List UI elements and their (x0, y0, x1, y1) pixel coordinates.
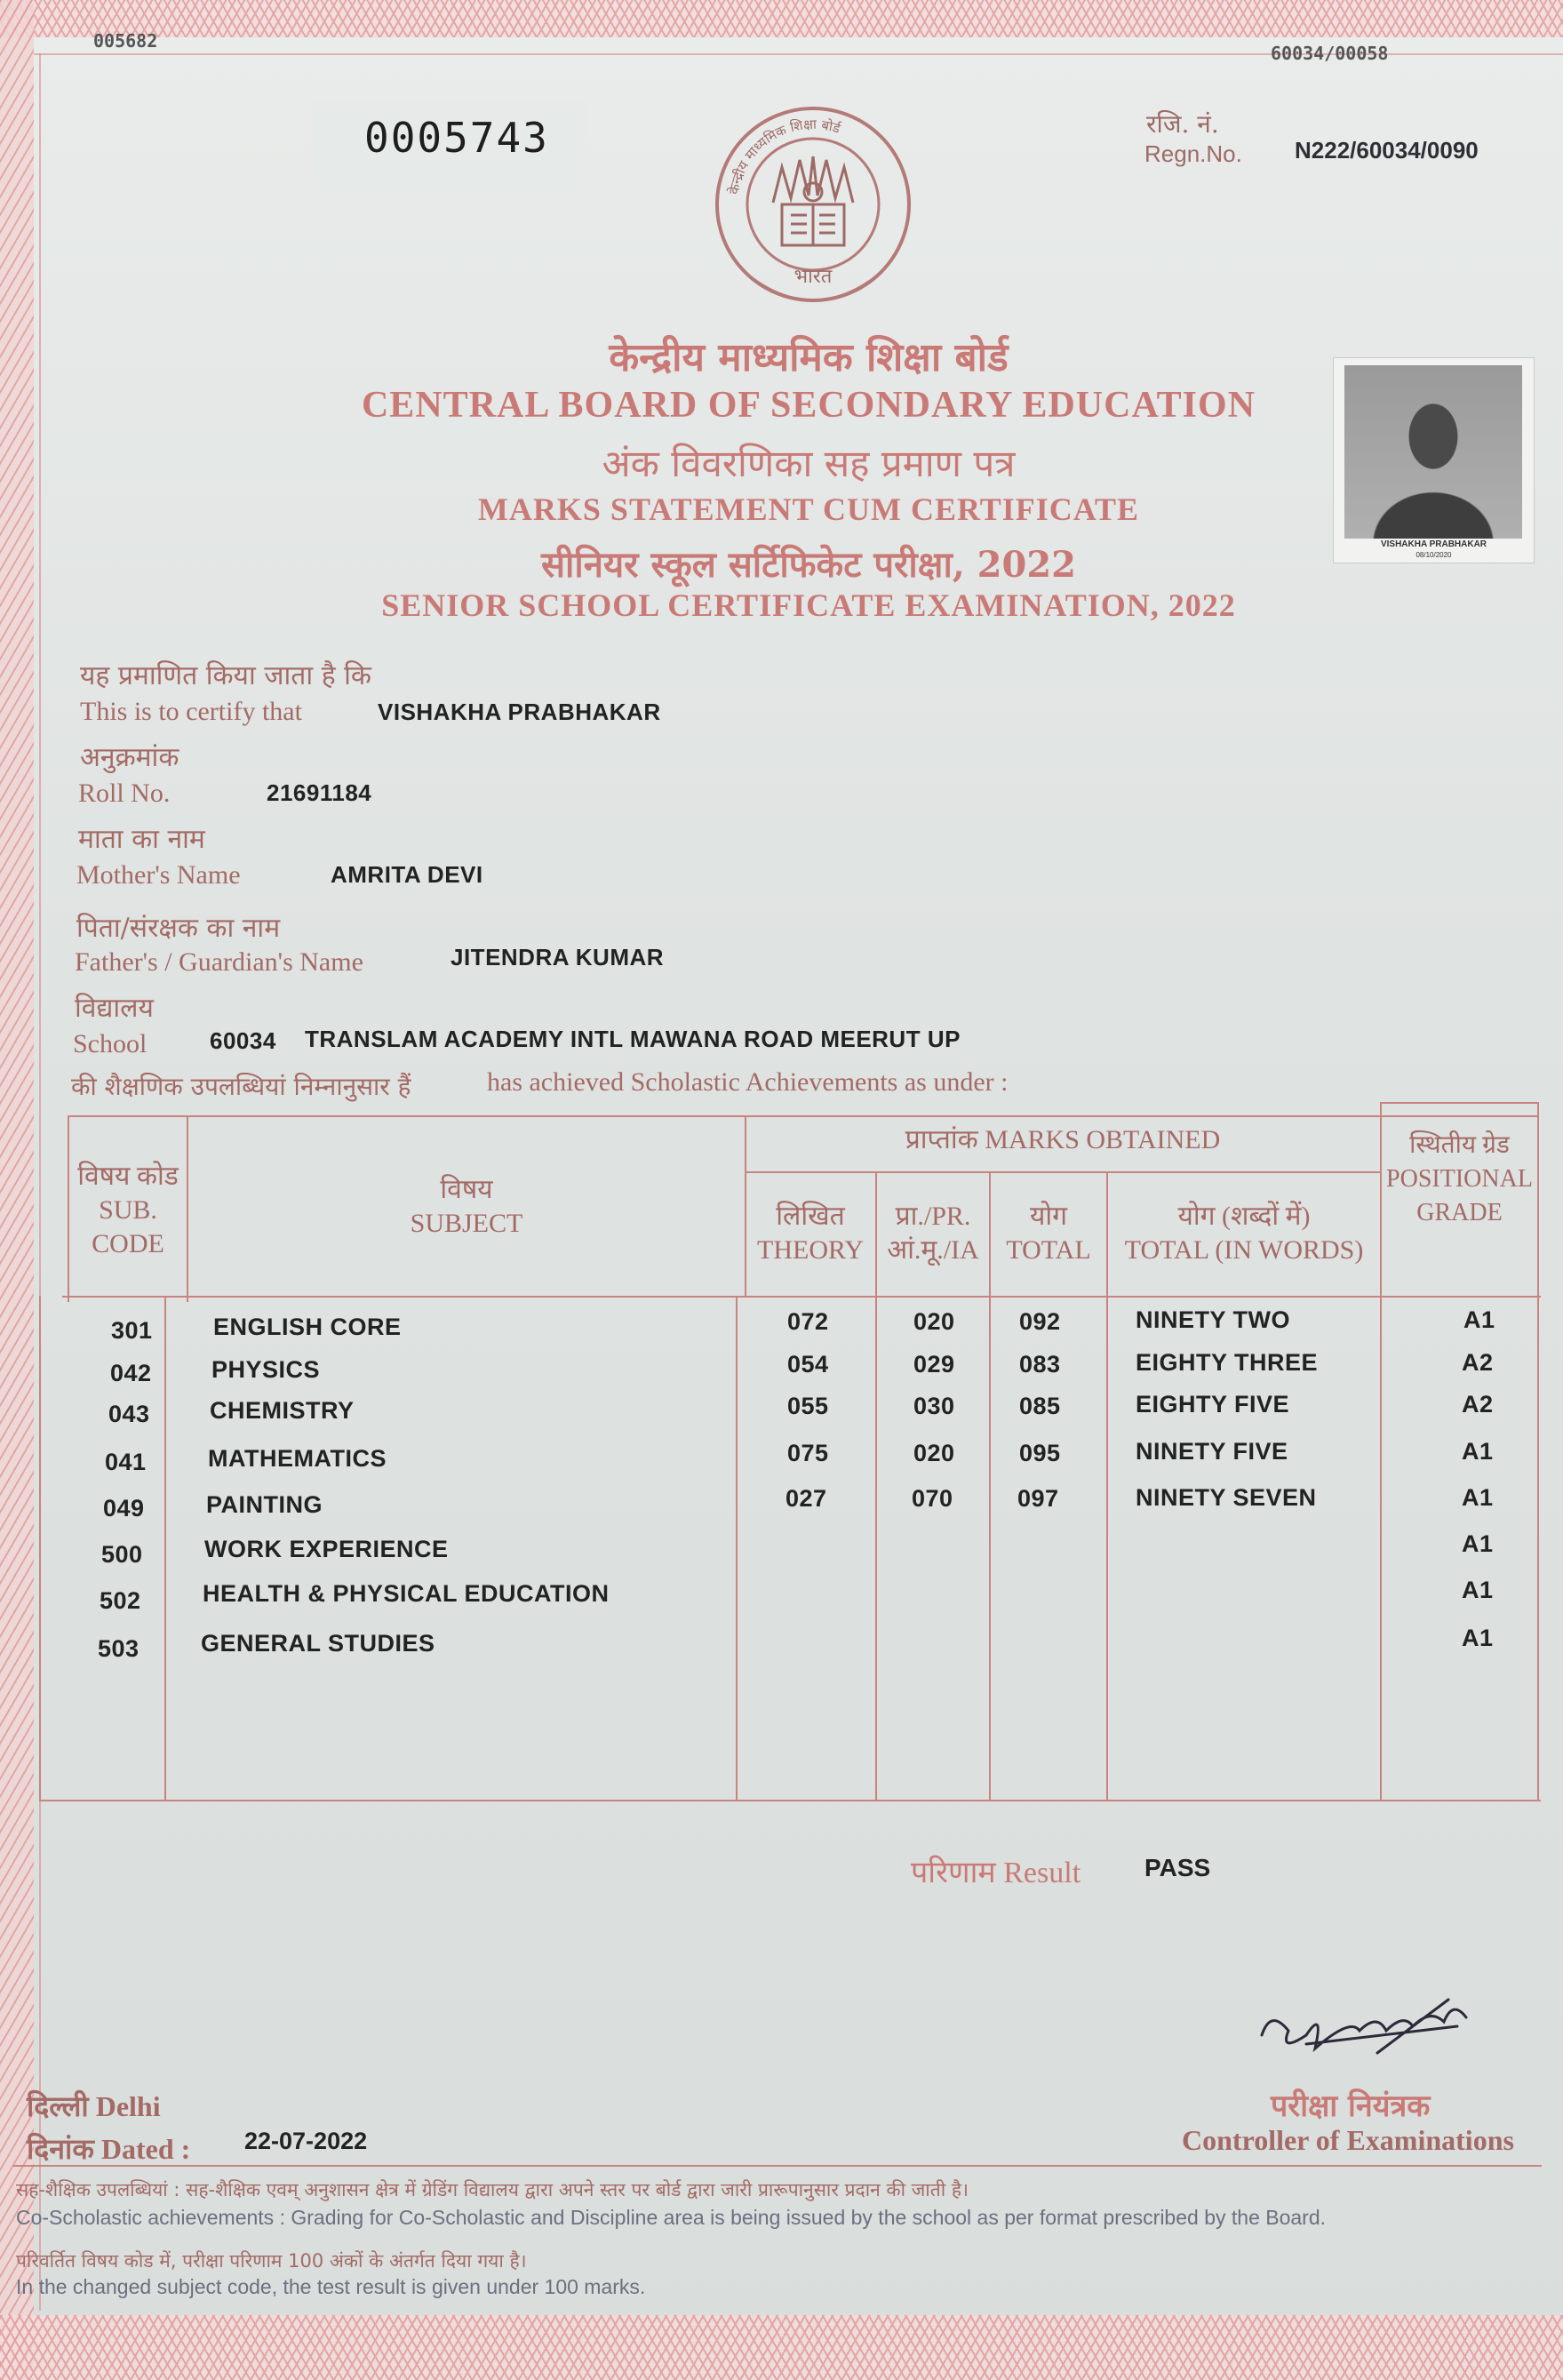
header-subject-hindi: विषय (440, 1175, 493, 1204)
certify-label: This is to certify that (80, 697, 302, 726)
row-words: EIGHTY THREE (1136, 1349, 1319, 1376)
place-english: Delhi (95, 2090, 161, 2122)
photo-image (1344, 365, 1522, 539)
school-label-hindi: विद्यालय (75, 993, 154, 1024)
footnote-changed-code-hindi: परिवर्तित विषय कोड में, परीक्षा परिणाम 100 अंकों के अंतर्गत दिया गया है। (16, 2250, 527, 2272)
row-pr: 029 (913, 1351, 955, 1378)
father-label: Father's / Guardian's Name (75, 947, 363, 977)
header-theory (746, 1200, 874, 1267)
dated-label-english: Dated : (100, 2133, 191, 2165)
table-border-left (68, 1115, 69, 1302)
row-total: 095 (1019, 1440, 1061, 1466)
student-photo (1333, 357, 1535, 563)
emblem-top-text: केन्द्रीय माध्यमिक शिक्षा बोर्ड (725, 116, 842, 196)
row-total: 083 (1019, 1351, 1061, 1378)
row-grade: A2 (1462, 1391, 1494, 1418)
board-name-hindi: केन्द्रीय माध्यमिक शिक्षा बोर्ड (609, 335, 1009, 380)
place-hindi: दिल्ली (27, 2090, 89, 2122)
header-total (991, 1200, 1106, 1267)
controller-title-hindi: परीक्षा नियंत्रक (1271, 2088, 1431, 2124)
row-subject: GENERAL STUDIES (201, 1630, 435, 1657)
header-pr-english: आं.मू./IA (887, 1235, 979, 1265)
row-theory: 075 (787, 1440, 829, 1466)
row-total: 085 (1019, 1393, 1061, 1419)
header-pr-hindi: प्रा./PR. (895, 1202, 971, 1231)
roll-label-hindi: अनुक्रमांक (80, 742, 179, 773)
header-grade (1382, 1129, 1537, 1230)
mother-label: Mother's Name (76, 860, 241, 890)
row-subject: CHEMISTRY (210, 1397, 355, 1424)
table-border-left-lower (39, 1296, 41, 1801)
header-code (71, 1160, 185, 1261)
document-title: MARKS STATEMENT CUM CERTIFICATE (477, 491, 1140, 527)
regn-number: N222/60034/0090 (1295, 137, 1479, 164)
row-grade: A1 (1462, 1577, 1494, 1603)
school-name: TRANSLAM ACADEMY INTL MAWANA ROAD MEERUT UP (305, 1026, 961, 1052)
table-header-bottom (62, 1296, 1541, 1298)
student-name: VISHAKHA PRABHAKAR (378, 699, 661, 725)
regn-label-hindi: रजि. नं. (1146, 109, 1219, 139)
exam-name-hindi: सीनियर स्कूल सर्टिफिकेट परीक्षा, 2022 (541, 544, 1076, 586)
table-col-code-lower (164, 1296, 166, 1801)
row-theory: 054 (787, 1351, 829, 1378)
row-words: NINETY SEVEN (1136, 1484, 1317, 1511)
row-code: 500 (101, 1541, 143, 1568)
table-marks-divider (745, 1171, 1380, 1173)
table-border-bottom (39, 1800, 1541, 1801)
result-label-hindi: परिणाम (911, 1857, 996, 1889)
document-title-hindi: अंक विवरणिका सह प्रमाण पत्र (602, 442, 1016, 485)
issue-date: 22-07-2022 (244, 2128, 368, 2154)
father-label-hindi: पिता/संरक्षक का नाम (76, 913, 281, 944)
row-code: 503 (98, 1635, 140, 1662)
school-label: School (73, 1029, 148, 1058)
result-label-english: Result (1003, 1857, 1081, 1889)
board-name: CENTRAL BOARD OF SECONDARY EDUCATION (361, 385, 1256, 426)
row-words: EIGHTY FIVE (1136, 1391, 1290, 1418)
row-pr: 020 (913, 1308, 955, 1335)
row-code: 049 (103, 1495, 145, 1521)
dated-label (27, 2129, 190, 2168)
school-code: 60034 (210, 1027, 276, 1054)
emblem-bottom-text: भारत (793, 266, 833, 288)
header-subject (191, 1173, 742, 1241)
table-border-right (1537, 1102, 1539, 1801)
header-words-english: TOTAL (IN WORDS) (1124, 1235, 1364, 1265)
row-subject: PAINTING (206, 1491, 323, 1518)
table-grade-top (1380, 1102, 1538, 1104)
row-subject: ENGLISH CORE (213, 1314, 402, 1340)
serial-top-left: 005682 (93, 30, 158, 52)
header-grade-hindi: स्थितीय ग्रेड (1409, 1131, 1510, 1159)
row-subject: MATHEMATICS (208, 1445, 387, 1472)
header-total-hindi: योग (1029, 1202, 1068, 1231)
row-grade: A1 (1463, 1306, 1495, 1333)
header-code-sub: SUB. (99, 1195, 157, 1225)
row-grade: A1 (1462, 1438, 1494, 1465)
header-code-hindi: विषय कोड (77, 1162, 179, 1191)
place (27, 2087, 161, 2125)
header-marks-hindi: प्राप्तांक (905, 1125, 978, 1154)
row-pr: 020 (913, 1440, 955, 1466)
header-marks (746, 1123, 1379, 1157)
cbse-emblem-icon (711, 105, 915, 318)
mother-name: AMRITA DEVI (331, 861, 483, 888)
row-code: 042 (110, 1360, 152, 1386)
row-subject: HEALTH & PHYSICAL EDUCATION (203, 1580, 610, 1607)
row-subject: WORK EXPERIENCE (204, 1536, 449, 1562)
row-grade: A1 (1462, 1625, 1494, 1651)
guilloche-border-bottom (0, 2315, 1563, 2380)
regn-label: Regn.No. (1144, 140, 1242, 167)
row-total: 097 (1017, 1485, 1059, 1512)
header-grade-grade: GRADE (1416, 1199, 1503, 1226)
row-grade: A2 (1462, 1349, 1494, 1376)
row-code: 041 (105, 1449, 147, 1475)
dated-label-hindi: दिनांक (27, 2133, 94, 2165)
header-words (1108, 1200, 1380, 1267)
header-subject-english: SUBJECT (410, 1209, 523, 1238)
footnote-changed-code: In the changed subject code, the test result is given under 100 marks. (16, 2275, 646, 2298)
row-words: NINETY FIVE (1136, 1438, 1288, 1465)
header-marks-english: MARKS OBTAINED (985, 1125, 1221, 1154)
footnote-coscholastic-hindi: सह-शैक्षिक उपलब्धियां : सह-शैक्षिक एवम् अनुशासन क्षेत्र में ग्रेडिंग विद्यालय द्वारा अपने स्तर पर बोर्ड द्वारा जारी प्रारूपानुसार प्रदान की जाती है। (16, 2179, 969, 2200)
result-value: PASS (1144, 1854, 1211, 1881)
row-theory: 027 (785, 1485, 827, 1512)
row-grade: A1 (1462, 1484, 1494, 1511)
header-theory-english: THEORY (757, 1235, 864, 1265)
row-code: 301 (111, 1317, 153, 1344)
serial-top-right: 60034/00058 (1271, 43, 1389, 64)
guilloche-border-left (0, 0, 34, 2380)
guilloche-border-top (0, 0, 1563, 37)
photo-caption-date: 08/10/2020 (1415, 551, 1452, 559)
row-code: 502 (100, 1587, 141, 1614)
row-theory: 055 (787, 1393, 829, 1419)
row-words: NINETY TWO (1136, 1306, 1291, 1333)
inner-border-left (39, 53, 41, 2311)
row-total: 092 (1019, 1308, 1061, 1335)
row-pr: 030 (913, 1393, 955, 1419)
controller-title: Controller of Examinations (1182, 2124, 1514, 2156)
table-col-code (187, 1115, 188, 1302)
roll-label: Roll No. (78, 779, 171, 808)
footnote-coscholastic: Co-Scholastic achievements : Grading for Co-Scholastic and Discipline area is being issued by the school as per format prescribed by the Board. (16, 2206, 1327, 2229)
header-grade-positional: POSITIONAL (1386, 1165, 1533, 1193)
row-subject: PHYSICS (211, 1356, 321, 1383)
svg-text:केन्द्रीय माध्यमिक शिक्षा बोर् (726, 116, 843, 196)
header-code-code: CODE (92, 1229, 164, 1258)
mother-label-hindi: माता का नाम (78, 824, 205, 855)
header-theory-hindi: लिखित (776, 1202, 845, 1231)
father-name: JITENDRA KUMAR (451, 944, 665, 970)
row-code: 043 (108, 1401, 150, 1427)
photo-caption-name: VISHAKHA PRABHAKAR (1380, 539, 1487, 549)
header-pr (877, 1200, 989, 1267)
row-theory: 072 (787, 1308, 829, 1335)
certificate-number: 0005743 (364, 114, 549, 162)
certify-label-hindi: यह प्रमाणित किया जाता है कि (80, 660, 371, 691)
result-label (911, 1850, 1081, 1891)
exam-name: SENIOR SCHOOL CERTIFICATE EXAMINATION, 2022 (381, 587, 1236, 623)
table-border-top (68, 1115, 1538, 1117)
table-col-subject-lower (736, 1296, 738, 1801)
achieved-label-hindi: की शैक्षणिक उपलब्धियां निम्नानुसार हैं (71, 1072, 411, 1101)
signature-icon (1253, 1982, 1484, 2080)
footer-divider (13, 2165, 1542, 2167)
row-pr: 070 (912, 1485, 953, 1512)
achieved-label: has achieved Scholastic Achievements as under : (487, 1067, 1009, 1097)
row-grade: A1 (1462, 1530, 1494, 1557)
header-total-english: TOTAL (1006, 1235, 1091, 1265)
roll-number: 21691184 (267, 779, 372, 806)
header-words-hindi: योग (शब्दों में) (1177, 1202, 1311, 1231)
